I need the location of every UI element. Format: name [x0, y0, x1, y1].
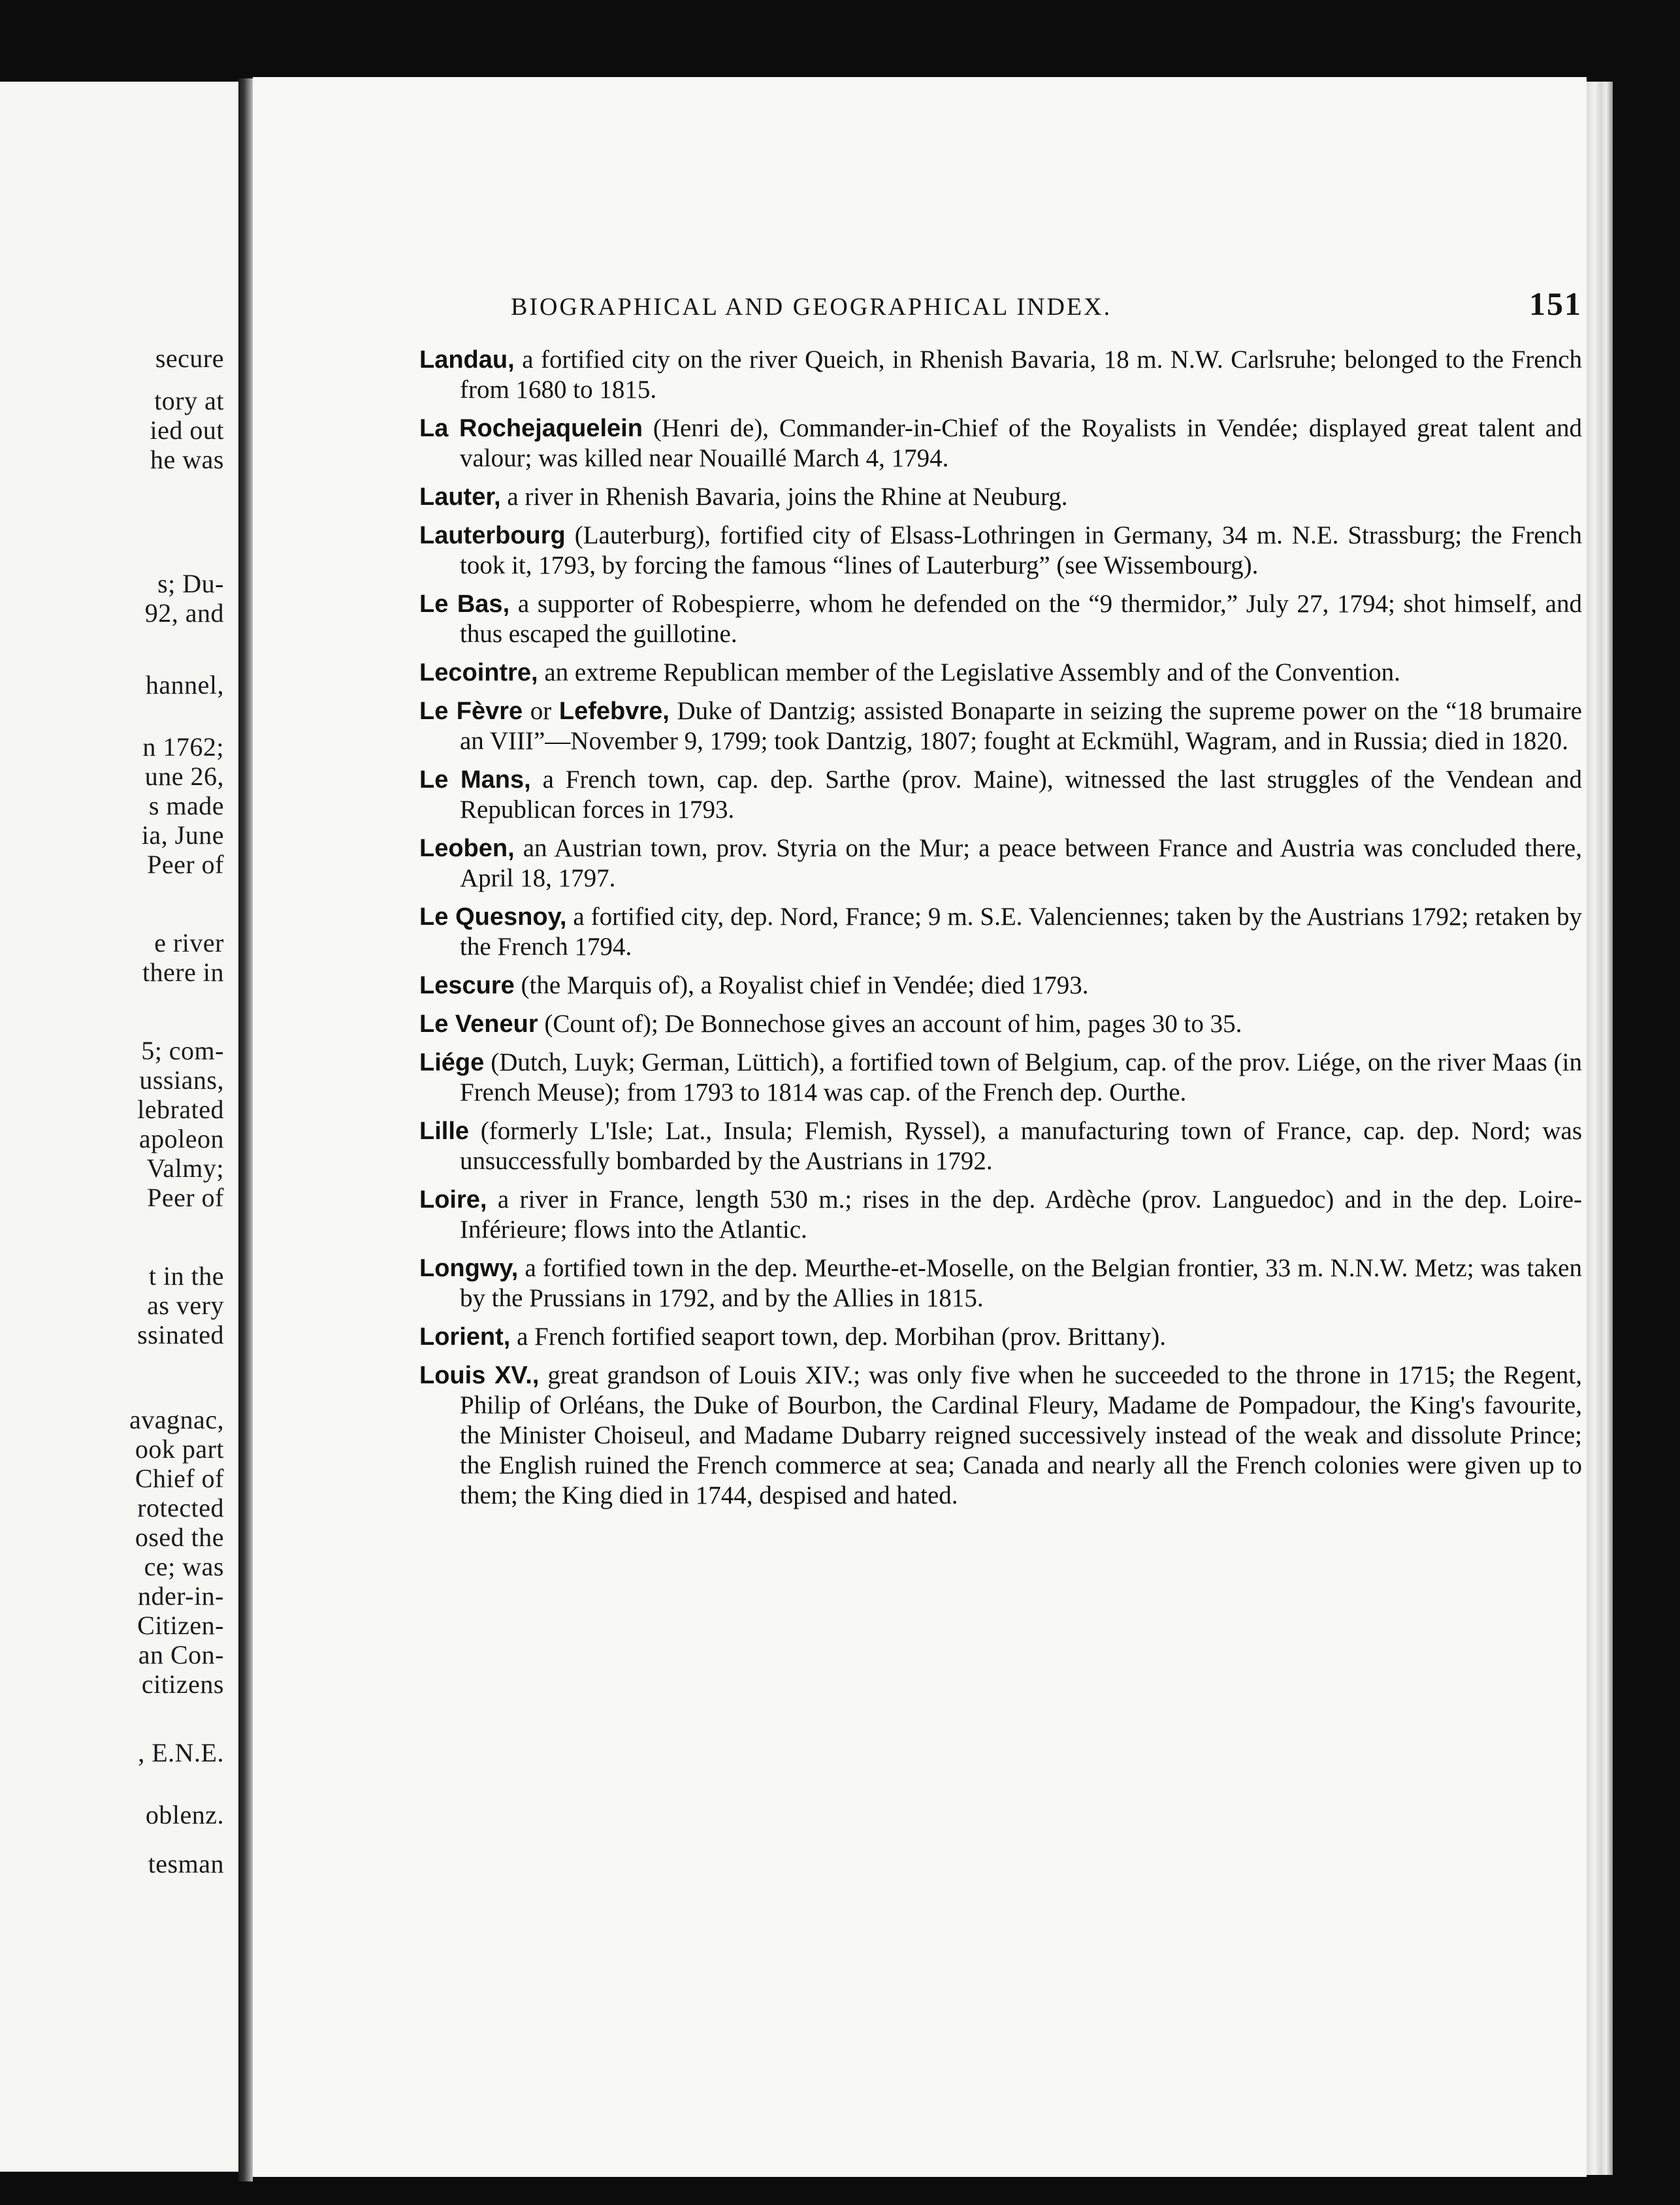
entry-text: a fortified town in the dep. Meurthe-et-Moselle, on the Belgian frontier, 33 m. N.N.W. Metz; was taken by the Prussians in 1792, and by the Allies in 1815. — [460, 1254, 1582, 1312]
left-page-line: ssinated — [137, 1320, 224, 1349]
entry-headword: Lille — [419, 1118, 470, 1145]
left-page-line: , E.N.E. — [138, 1738, 224, 1767]
left-page-line: e river — [154, 928, 224, 958]
left-page-line: tesman — [148, 1849, 224, 1878]
entry-text: (Dutch, Luyk; German, Lüttich), a fortified town of Belgium, cap. of the prov. Liége, on the river Maas (in French Meuse); from 1793 to 1814 was cap. of the French dep. Ourthe. — [460, 1048, 1582, 1106]
entry-text: (Lauterburg), fortified city of Elsass-Lothringen in Germany, 34 m. N.E. Strassburg; the French took it, 1793, by forcing the famous “lines of Lauterburg” (see Wissembourg). — [460, 521, 1582, 579]
entry-headword: Le Mans, — [419, 766, 531, 794]
left-page-line: osed the — [135, 1522, 224, 1552]
entry-text: a fortified city on the river Queich, in Rhenish Bavaria, 18 m. N.W. Carlsruhe; belonged to the French from 1680 to 1815. — [460, 346, 1582, 404]
entry-text: (Count of); De Bonnechose gives an account of him, pages 30 to 35. — [538, 1010, 1242, 1038]
entry-text: a supporter of Robespierre, whom he defended on the “9 thermidor,” July 27, 1794; shot himself, and thus escaped the guillotine. — [460, 590, 1582, 648]
entry-headword: Le Bas, — [419, 590, 510, 618]
entry-text: (formerly L'Isle; Lat., Insula; Flemish, Ryssel), a manufacturing town of France, cap. dep. Nord; was unsuccessfully bombarded by the Austrians in 1792. — [460, 1117, 1582, 1175]
index-entry — [419, 658, 1582, 688]
index-entry — [419, 1048, 1582, 1108]
left-page-line: apoleon — [138, 1124, 224, 1153]
left-page-line: ussians, — [139, 1065, 224, 1095]
entry-headword: Lauter, — [419, 483, 501, 511]
entry-text: a French fortified seaport town, dep. Morbihan (prov. Brittany). — [510, 1323, 1166, 1351]
entry-text: (Henri de), Commander-in-Chief of the Royalists in Vendée; displayed great talent and valour; was killed near Nouaillé March 4, 1794. — [460, 414, 1582, 472]
left-page-line: n 1762; — [142, 732, 224, 762]
entry-text: a river in Rhenish Bavaria, joins the Rhine at Neuburg. — [500, 483, 1068, 511]
left-page-line: hannel, — [145, 670, 224, 700]
entry-text: a French town, cap. dep. Sarthe (prov. Maine), witnessed the last struggles of the Vendean and Republican forces in 1793. — [460, 765, 1582, 824]
index-entry — [419, 1360, 1582, 1511]
entry-headword: Louis XV., — [419, 1362, 540, 1389]
book-gutter — [238, 78, 253, 2181]
index-entry — [419, 1322, 1582, 1352]
left-page-line: ook part — [135, 1434, 224, 1464]
entry-headword: Longwy, — [419, 1255, 519, 1282]
left-page-line: Citizen- — [137, 1611, 224, 1640]
index-entry — [419, 765, 1582, 825]
entry-text: an Austrian town, prov. Styria on the Mur; a peace between France and Austria was concluded there, April 18, 1797. — [460, 834, 1582, 892]
left-page-line: t in the — [148, 1261, 224, 1291]
left-page-line: une 26, — [144, 762, 224, 791]
entry-headword: Landau, — [419, 346, 515, 374]
left-page-line: secure — [155, 344, 224, 373]
entry-headword: Lescure — [419, 972, 515, 999]
entry-text: a river in France, length 530 m.; rises in the dep. Ardèche (prov. Languedoc) and in the dep. Loire-Inférieure; flows into the Atlantic. — [460, 1185, 1582, 1244]
left-page-line: lebrated — [137, 1095, 224, 1124]
left-page-line: as very — [147, 1291, 224, 1320]
left-page-line: tory at — [154, 386, 224, 415]
left-page-line: he was — [150, 445, 224, 474]
entry-text: a fortified city, dep. Nord, France; 9 m. S.E. Valenciennes; taken by the Austrians 1792; retaken by the French 1794. — [460, 903, 1582, 961]
index-entry — [419, 696, 1582, 756]
entry-headword: Le Fèvre — [419, 698, 523, 725]
left-page-line: ce; was — [144, 1552, 224, 1581]
index-entry — [419, 1116, 1582, 1176]
index-entry — [419, 902, 1582, 962]
entry-headword: Lauterbourg — [419, 522, 566, 549]
entry-text: an extreme Republican member of the Legislative Assembly and of the Convention. — [538, 658, 1400, 686]
index-entry — [419, 413, 1582, 474]
left-page-line: avagnac, — [129, 1405, 224, 1434]
left-page-line: oblenz. — [145, 1800, 224, 1829]
left-page-line: nder-in- — [137, 1581, 224, 1611]
entry-text: Duke of Dantzig; assisted Bonaparte in seizing the supreme power on the “18 brumaire an VIII”—November 9, 1799; took Dantzig, 1807; fought at Eckmühl, Wagram, and in Russia; died in 1820. — [460, 697, 1582, 755]
index-entry — [419, 482, 1582, 512]
page-edge — [1587, 82, 1613, 2175]
left-page-line: Chief of — [135, 1464, 224, 1493]
entry-headword: Lefebvre, — [558, 698, 670, 725]
left-page-line: there in — [142, 958, 224, 987]
left-page-line: Valmy; — [146, 1153, 224, 1183]
index-entry — [419, 521, 1582, 581]
index-entry — [419, 1185, 1582, 1245]
index-entries — [419, 345, 1582, 1519]
left-page-line: s made — [148, 791, 224, 820]
entry-headword: Loire, — [419, 1186, 487, 1214]
entry-text: great grandson of Louis XIV.; was only five when he succeeded to the throne in 1715; the Regent, Philip of Orléans, the Duke of Bourbon, the Cardinal Fleury, Madame de Pompadour, the King's favourite, the Minister Choiseul, and Madame Dubarry reigned successively instead of the weak and dissolute Prince; the English ruined the French commerce at sea; Canada and nearly all the French colonies were given up to them; the King died in 1744, despised and hated. — [460, 1361, 1582, 1509]
previous-page-fragment — [0, 82, 238, 2172]
index-entry — [419, 1253, 1582, 1313]
left-page-line: Peer of — [147, 1183, 224, 1212]
left-page-line: Peer of — [147, 850, 224, 879]
entry-text: or — [523, 697, 559, 725]
index-entry — [419, 1009, 1582, 1039]
index-entry — [419, 833, 1582, 893]
index-entry — [419, 971, 1582, 1001]
index-page — [253, 77, 1587, 2177]
index-entry — [419, 345, 1582, 405]
left-page-line: s; Du- — [157, 569, 224, 598]
left-page-line: an Con- — [138, 1640, 224, 1669]
entry-headword: Leoben, — [419, 835, 515, 862]
running-title: BIOGRAPHICAL AND GEOGRAPHICAL INDEX. — [511, 293, 1112, 321]
page-number: 151 — [1529, 285, 1582, 322]
left-page-line: ied out — [150, 415, 224, 445]
running-head — [511, 285, 1582, 323]
entry-headword: Le Quesnoy, — [419, 903, 567, 931]
entry-headword: Liége — [419, 1049, 485, 1076]
left-page-line: 5; com- — [141, 1036, 224, 1065]
left-page-line: 92, and — [144, 598, 224, 628]
left-page-line: rotected — [137, 1493, 224, 1522]
entry-headword: Le Veneur — [419, 1010, 538, 1038]
left-page-line: ia, June — [141, 820, 224, 850]
entry-headword: La Rochejaquelein — [419, 415, 643, 442]
index-entry — [419, 589, 1582, 649]
left-page-line: citizens — [141, 1669, 224, 1699]
entry-headword: Lorient, — [419, 1323, 511, 1351]
entry-headword: Lecointre, — [419, 659, 538, 686]
entry-text: (the Marquis of), a Royalist chief in Vendée; died 1793. — [514, 971, 1089, 999]
